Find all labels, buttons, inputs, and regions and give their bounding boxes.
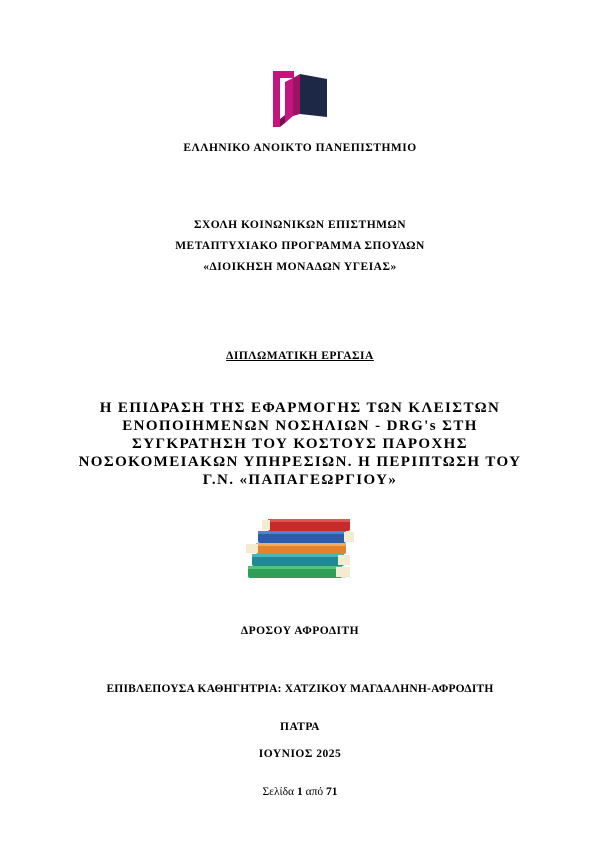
thesis-title-line: Γ.Ν. «ΠΑΠΑΓΕΩΡΓΙΟΥ» — [202, 472, 398, 488]
stack-of-books-icon — [242, 514, 358, 586]
university-name: ΕΛΛΗΝΙΚΟ ΑΝΟΙΚΤΟ ΠΑΝΕΠΙΣΤΗΜΙΟ — [183, 142, 417, 154]
author-name: ΔΡΟΣΟΥ ΑΦΡΟΔΙΤΗ — [240, 625, 360, 637]
university-logo-icon — [273, 71, 327, 127]
thesis-title-line: ΣΥΓΚΡΑΤΗΣΗ ΤΟΥ ΚΟΣΤΟΥΣ ΠΑΡΟΧΗΣ — [132, 436, 468, 452]
thesis-title — [0, 399, 600, 489]
city: ΠΑΤΡΑ — [280, 721, 320, 733]
program-label: ΜΕΤΑΠΤΥΧΙΑΚΟ ΠΡΟΓΡΑΜΜΑ ΣΠΟΥΔΩΝ — [175, 240, 425, 252]
document-type: ΔΙΠΛΩΜΑΤΙΚΗ ΕΡΓΑΣΙΑ — [226, 350, 374, 362]
of-word: από — [305, 786, 324, 798]
thesis-title-line: ΕΝΟΠΟΙΗΜΕΝΩΝ ΝΟΣΗΛΙΩΝ - DRG's ΣΤΗ — [122, 418, 478, 434]
total-pages: 71 — [326, 786, 338, 798]
program-name: «ΔΙΟΙΚΗΣΗ ΜΟΝΑΔΩΝ ΥΓΕΙΑΣ» — [203, 261, 397, 273]
thesis-title-line: Η ΕΠΙΔΡΑΣΗ ΤΗΣ ΕΦΑΡΜΟΓΗΣ ΤΩΝ ΚΛΕΙΣΤΩΝ — [99, 400, 501, 416]
page-footer — [0, 786, 600, 798]
submission-date: ΙΟΥΝΙΟΣ 2025 — [258, 748, 342, 760]
school-name: ΣΧΟΛΗ ΚΟΙΝΩΝΙΚΩΝ ΕΠΙΣΤΗΜΩΝ — [193, 219, 407, 231]
thesis-title-line: ΝΟΣΟΚΟΜΕΙΑΚΩΝ ΥΠΗΡΕΣΙΩΝ. Η ΠΕΡΙΠΤΩΣΗ ΤΟΥ — [78, 454, 522, 470]
page-number: 1 — [296, 786, 303, 798]
supervisor: ΕΠΙΒΛΕΠΟΥΣΑ ΚΑΘΗΓΗΤΡΙΑ: ΧΑΤΖΙΚΟΥ ΜΑΓΔΑΛΗΝΗ-ΑΦΡΟΔΙΤΗ — [106, 683, 494, 695]
page-word: Σελίδα — [262, 786, 295, 798]
